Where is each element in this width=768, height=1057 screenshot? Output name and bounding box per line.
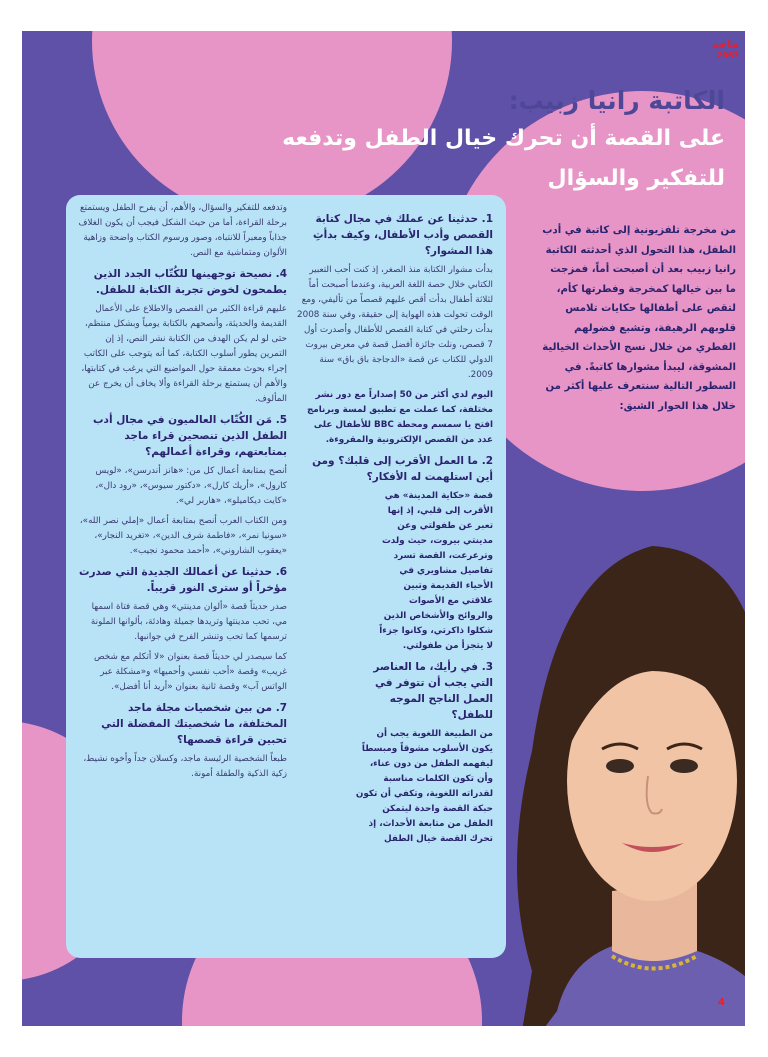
question-3: 3. في رأيك، ما العناصر التي يجب أن تتوفر في العمل الناجح الموجه للطفل؟ (373, 661, 493, 721)
answer-5: أنصح بمتابعة أعمال كل من: «هانز أندرسن»، «لويس كارول»، «أريك كارل»، «دكتور سيوس»، «رود دال»، «كايت ديكاميلو»، «هاربر لي». (95, 466, 287, 506)
question-1: 1. حدثينا عن عملك في مجال كتابة القصص وأدب الأطفال، وكيف بدأتِ هذا المشوار؟ (313, 213, 493, 257)
article-intro: من مخرجة تلفزيونية إلى كاتبة في أدب الطفل، هذا التحول الذي أحدثته الكاتبة رانيا زبيب بعد أن أصبحت أماً، فمزجت ما بين خيالها كمخرجة وفطرتها كأم، لتقص على أطفالها حكايات تلامس قلوبهم الرهيفة، وتشبع فضولهم الفطري من خلال نسج الأحداث الخيالية المشوقة، ليبدأ مشوارها كاتبةً. في السطور التالية سنتعرف عليها أكثر من خلال هذا الحوار الشيق: (542, 225, 736, 412)
question-2: 2. ما العمل الأقرب إلى قلبك؟ ومن أين استلهمت له الأفكار؟ (312, 455, 493, 483)
answer-3-continued: وتدفعه للتفكير والسؤال، والأهم، أن يفرح الطفل ويستمتع برحلة القراءة، أما من حيث الشكل فيجب أن يكون الغلاف جذاباً ومعبراً للانتباه، وصور ورسوم الكتاب واضحة وزاهية الألوان ومتماشية مع النص. (78, 203, 287, 258)
question-4: 4. نصيحة توجهينها للكُتّاب الجدد الذين يطمحون لخوض تجربة الكتابة للطفل. (93, 268, 287, 296)
magazine-logo: ماجد 2063 (711, 37, 739, 60)
page-number: 4 (718, 997, 725, 1008)
answer-4: عليهم قراءة الكثير من القصص والاطلاع على الأعمال القديمة والحديثة، وأنصحهم بالكتابة يومياً وبشكل منتظم، حتى لو لم يكن الهدف من الكتابة نشر النص، إذ إن التمرين يطور أسلوب الكتابة، كما أنه يتوجب على الكاتب إجراء بحوث معمقة حول المواضيع التي يرغب في كتابتها، والأهم أن يستمتع برحلة القراءة وألا يخاف أن يخرج عن المألوف. (81, 304, 287, 404)
answer-5-continued: ومن الكتاب العرب أنصح بمتابعة أعمال «إملي نصر الله»، «سونيا نمر»، «فاطمة شرف الدين»، «تغريد النجار»، «يعقوب الشاروني»، «أحمد محمود نجيب». (79, 516, 287, 556)
title-line-1: الكاتبة رانيا زبيب: (508, 86, 725, 115)
article-title (125, 83, 725, 199)
title-line-2: على القصة أن تحرك خيال الطفل وتدفعه (282, 126, 725, 151)
answer-1: بدأت مشوار الكتابة منذ الصغر، إذ كنت أحب التعبير الكتابي خلال حصة اللغة العربية، وعندما أصبحت أماً لثلاثة أطفال بدأت أقص عليهم قصصاً من تأليفي، ومع الوقت تحولت هذه الهواية إلى حقيقة، وفي سنة 2008 بدأت رحلتي في كتابة القصص للأطفال وأصدرت أول 7 قصص، ونلت جائزة أفضل قصة في معرض بيروت الدولي للكتاب عن قصة «الدجاجة باق باق» سنة 2009. (297, 265, 493, 380)
question-7: 7. من بين شخصيات مجلة ماجد المختلفة، ما شخصيتك المفضلة التي تحبين قراءة قصصها؟ (101, 702, 287, 746)
answer-7: طبعاً الشخصية الرئيسة ماجد، وكسلان جداً وأخوه نشيط، زكية الذكية والطفلة أمونة. (83, 754, 287, 779)
author-portrait (462, 451, 745, 1026)
answer-6-continued: كما سيصدر لي حديثاً قصة بعنوان «لا أتكلم مع شخص غريب» وقصة «أحب نفسي وأحميها» و«مشكلة عبر الواتس آب» وقصة ثانية بعنوان «أريد أنا أفضل». (94, 652, 287, 692)
column-left (77, 201, 287, 787)
answer-6: صدر حديثاً قصة «ألوان مدينتي» وهي قصة فتاة اسمها مي، تحب مدينتها وتريدها جميلة وهادئة، بألوانها الملونة ترسمها كما تحب وتنشر الفرح في جوانبها. (90, 602, 287, 642)
answer-1-continued: اليوم لدي أكثر من 50 إصداراً مع دور نشر مختلفة، كما عملت مع تطبيق لمسة وبرنامج افتح يا سمسم ومحطة BBC للأطفال على عدد من القصص الإلكترونية والمقروءة. (306, 390, 493, 445)
answer-2: قصة «حكاية المدينة» هي الأقرب إلى قلبي، إذ إنها تعبر عن طفولتي وعن مدينتي بيروت، حيث ولدت وترعرعت، القصة تسرد تفاصيل مشاويري في الأحياء القديمة وتبين علاقتي مع الأصوات والروائح والأشخاص الذين شكلوا ذاكرتي، وكانوا جزءاً لا يتجزأ من طفولتي. (379, 491, 493, 651)
magazine-page (22, 31, 745, 1026)
column-right (297, 207, 493, 852)
title-line-3: للتفكير والسؤال (547, 166, 725, 191)
question-5: 5. مَن الكُتّاب العالميون في مجال أدب الطفل الذين تنصحين قراء ماجد بمتابعتهم، وقراءة أعمالهم؟ (93, 414, 287, 458)
question-6: 6. حدثينا عن أعمالك الجديدة التي صدرت مؤخراً أو سترى النور قريباً. (78, 566, 287, 594)
answer-3: من الطبيعة اللغوية يجب أن يكون الأسلوب مشوقاً ومبسطاً ليفهمه الطفل من دون عناء، وأن تكون الكلمات مناسبة لقدراته اللغوية، وتكفي أن تكون حبكة القصة واحدة ليتمكن الطفل من متابعة الأحداث، إذ تحرك القصة خيال الطفل (355, 729, 493, 844)
